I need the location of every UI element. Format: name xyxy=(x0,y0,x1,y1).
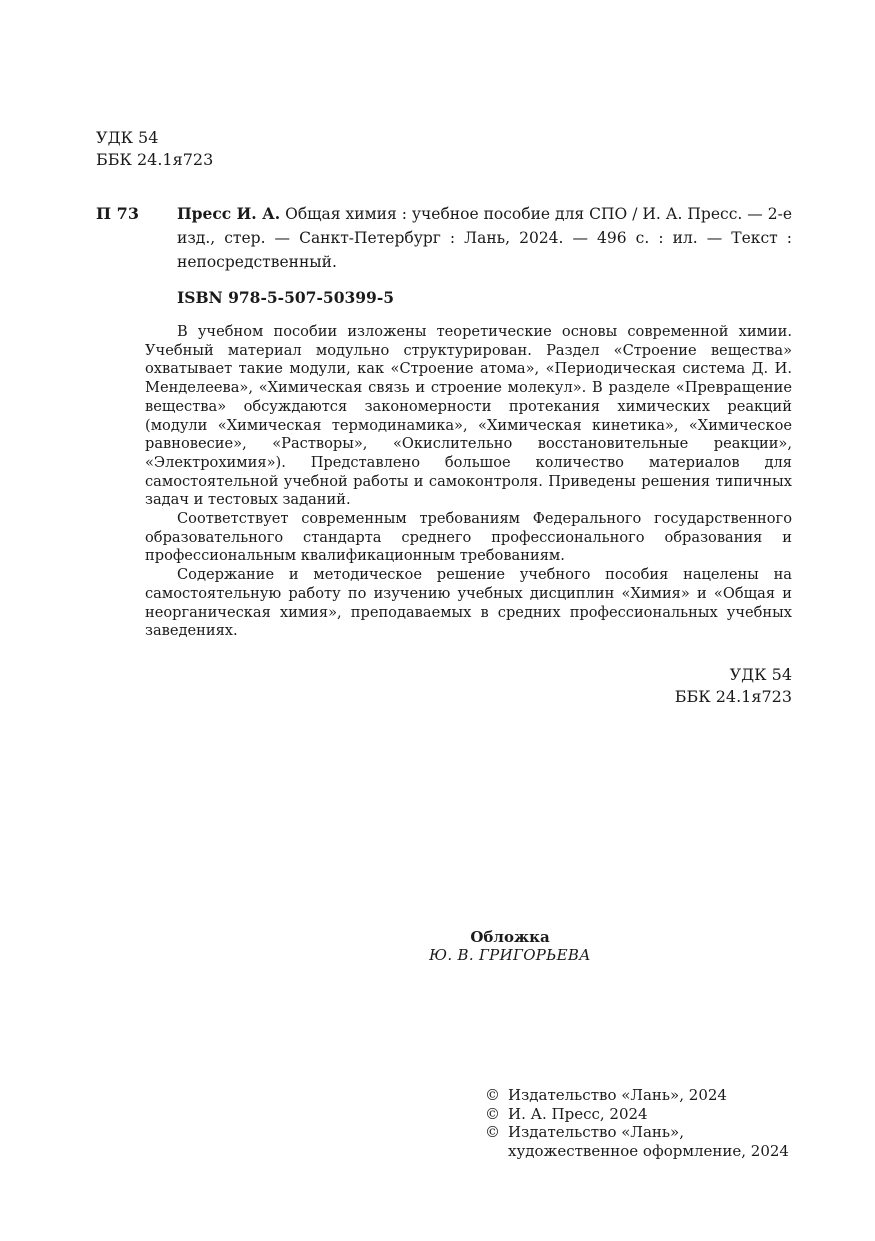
copyright-line xyxy=(485,1086,789,1105)
copyright-icon: © xyxy=(485,1086,500,1104)
udk-code-top: УДК 54 xyxy=(96,128,159,147)
classification-bottom xyxy=(675,664,792,708)
classification-top xyxy=(96,127,213,171)
copyright-line xyxy=(485,1105,789,1124)
copyright-line xyxy=(485,1123,789,1142)
isbn: ISBN 978-5-507-50399-5 xyxy=(177,288,395,307)
bibliographic-record xyxy=(96,202,792,274)
copyright-icon: © xyxy=(485,1123,500,1141)
bibliographic-description xyxy=(177,202,792,274)
copyright-icon: © xyxy=(485,1104,500,1123)
abstract xyxy=(145,323,792,641)
cover-label: Обложка xyxy=(470,928,550,946)
author-name: Пресс И. А. xyxy=(177,204,281,223)
copyright-text: И. А. Пресс, 2024 xyxy=(508,1104,648,1123)
title-and-imprint: Общая химия : учебное пособие для СПО / И. А. Пресс. — 2-е изд., стер. — Санкт-Петербург : Лань, 2024. — 496 с. : ил. — Текст : непосредственный. xyxy=(177,205,792,271)
bbk-code-top: ББК 24.1я723 xyxy=(96,150,214,169)
udk-code-bottom: УДК 54 xyxy=(729,665,792,684)
bbk-code-bottom: ББК 24.1я723 xyxy=(674,687,792,706)
abstract-paragraph: Соответствует современным требованиям Федерального государственного образовательного стандарта среднего профессионального образования и профессиональным квалификационным требованиям. xyxy=(145,510,792,565)
copyright-text: Издательство «Лань», 2024 xyxy=(508,1086,727,1104)
author-sign: П 73 xyxy=(96,204,139,223)
abstract-paragraph: В учебном пособии изложены теоретические основы современной химии. Учебный материал модульно структурирован. Раздел «Строение вещества» охватывает такие модули, как «Строение атома», «Периодическая система Д. И. Менделеева», «Химическая связь и строение молекул». В разделе «Превращение вещества» обсуждаются закономерности протекания химических реакций (модули «Химическая термодинамика», «Химическая кинетика», «Химическое равновесие», «Растворы», «Окислительно восстановительные реакции», «Электрохимия»). Представлено большое количество материалов для самостоятельной учебной работы и самоконтроля. Приведены решения типичных задач и тестовых заданий. xyxy=(145,323,792,509)
copyright-block xyxy=(485,1086,789,1160)
cover-artist: Ю. В. ГРИГОРЬЕВА xyxy=(429,946,591,964)
copyright-continuation: художественное оформление, 2024 xyxy=(508,1141,789,1160)
copyright-text: Издательство «Лань», xyxy=(508,1123,685,1141)
cover-credit xyxy=(350,928,670,964)
abstract-paragraph: Содержание и методическое решение учебного пособия нацелены на самостоятельную работу по изучению учебных дисциплин «Химия» и «Общая и неорганическая химия», преподаваемых в средних профессиональных учебных заведениях. xyxy=(145,566,792,640)
